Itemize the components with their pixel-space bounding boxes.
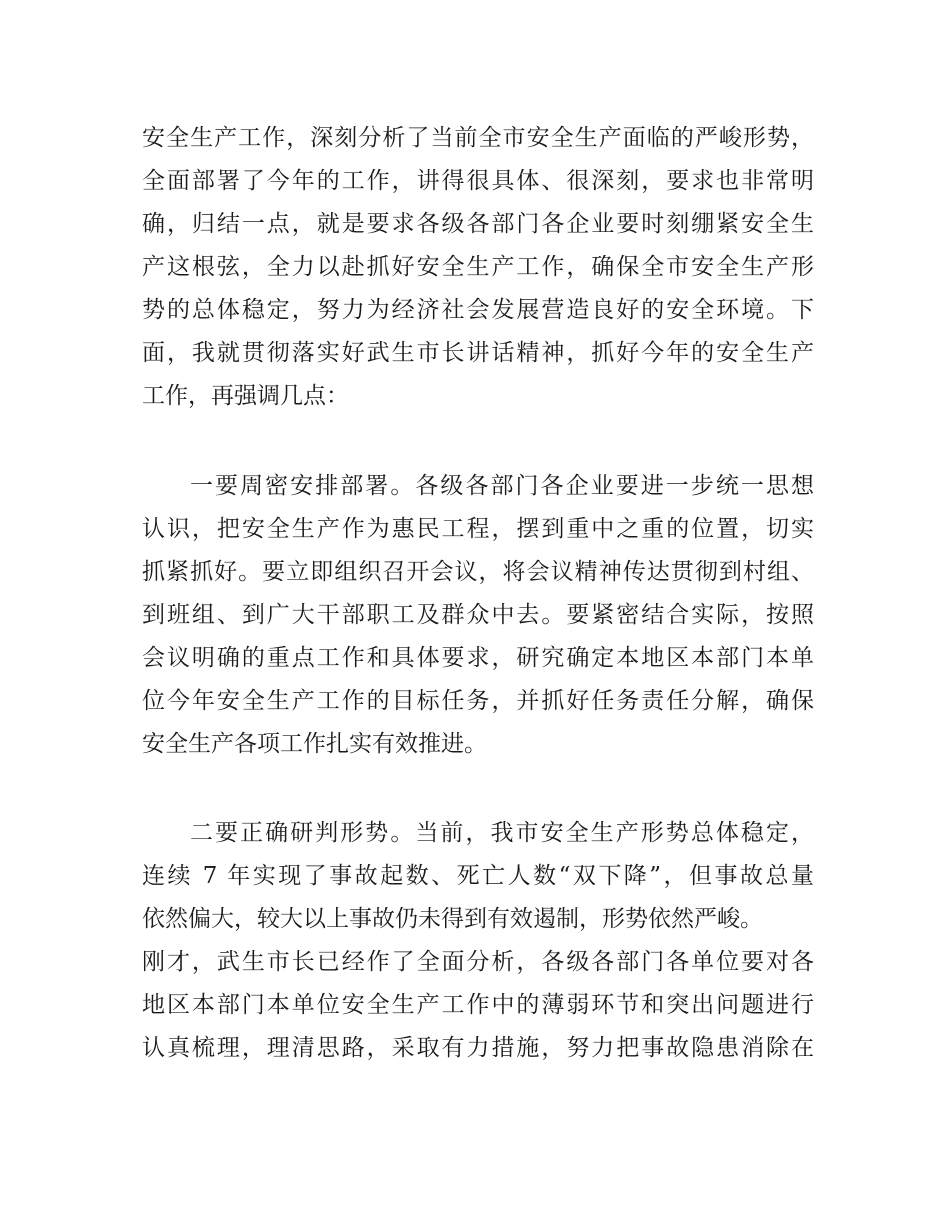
paragraph-line: 认识，把安全生产作为惠民工程，摆到重中之重的位置，切实 [142, 516, 814, 542]
paragraph-line: 刚才，武生市长已经作了全面分析，各级各部门各单位要对各 [142, 949, 814, 975]
paragraph-line: 依然偏大，较大以上事故仍未得到有效遏制，形势依然严峻。 [142, 906, 763, 932]
paragraph-line: 会议明确的重点工作和具体要求，研究确定本地区本部门本单 [142, 645, 814, 671]
paragraph-line: 到班组、到广大干部职工及群众中去。要紧密结合实际，按照 [142, 602, 814, 628]
paragraph-line: 位今年安全生产工作的目标任务，并抓好任务责任分解，确保 [142, 688, 814, 714]
paragraph-line: 二要正确研判形势。当前，我市安全生产形势总体稳定， [190, 820, 814, 846]
paragraph-line: 势的总体稳定，努力为经济社会发展营造良好的安全环境。下 [142, 297, 814, 323]
paragraph-line: 一要周密安排部署。各级各部门各企业要进一步统一思想 [190, 473, 814, 499]
paragraph-line: 地区本部门本单位安全生产工作中的薄弱环节和突出问题进行 [142, 992, 814, 1018]
paragraph-line: 产这根弦，全力以赴抓好安全生产工作，确保全市安全生产形 [142, 254, 814, 280]
paragraph-line: 连续 7 年实现了事故起数、死亡人数“双下降”，但事故总量 [142, 863, 814, 889]
paragraph-line: 面，我就贯彻落实好武生市长讲话精神，抓好今年的安全生产 [142, 340, 814, 366]
paragraph-line: 确，归结一点，就是要求各级各部门各企业要时刻绷紧安全生 [142, 211, 814, 237]
paragraph-line: 认真梳理，理清思路，采取有力措施，努力把事故隐患消除在 [142, 1035, 814, 1061]
paragraph-line: 工作，再强调几点： [142, 383, 349, 409]
paragraph-line: 安全生产各项工作扎实有效推进。 [142, 731, 487, 757]
paragraph-line: 全面部署了今年的工作，讲得很具体、很深刻，要求也非常明 [142, 168, 814, 194]
paragraph-line: 抓紧抓好。要立即组织召开会议，将会议精神传达贯彻到村组、 [142, 559, 814, 585]
paragraph-line: 安全生产工作，深刻分析了当前全市安全生产面临的严峻形势， [142, 125, 814, 151]
